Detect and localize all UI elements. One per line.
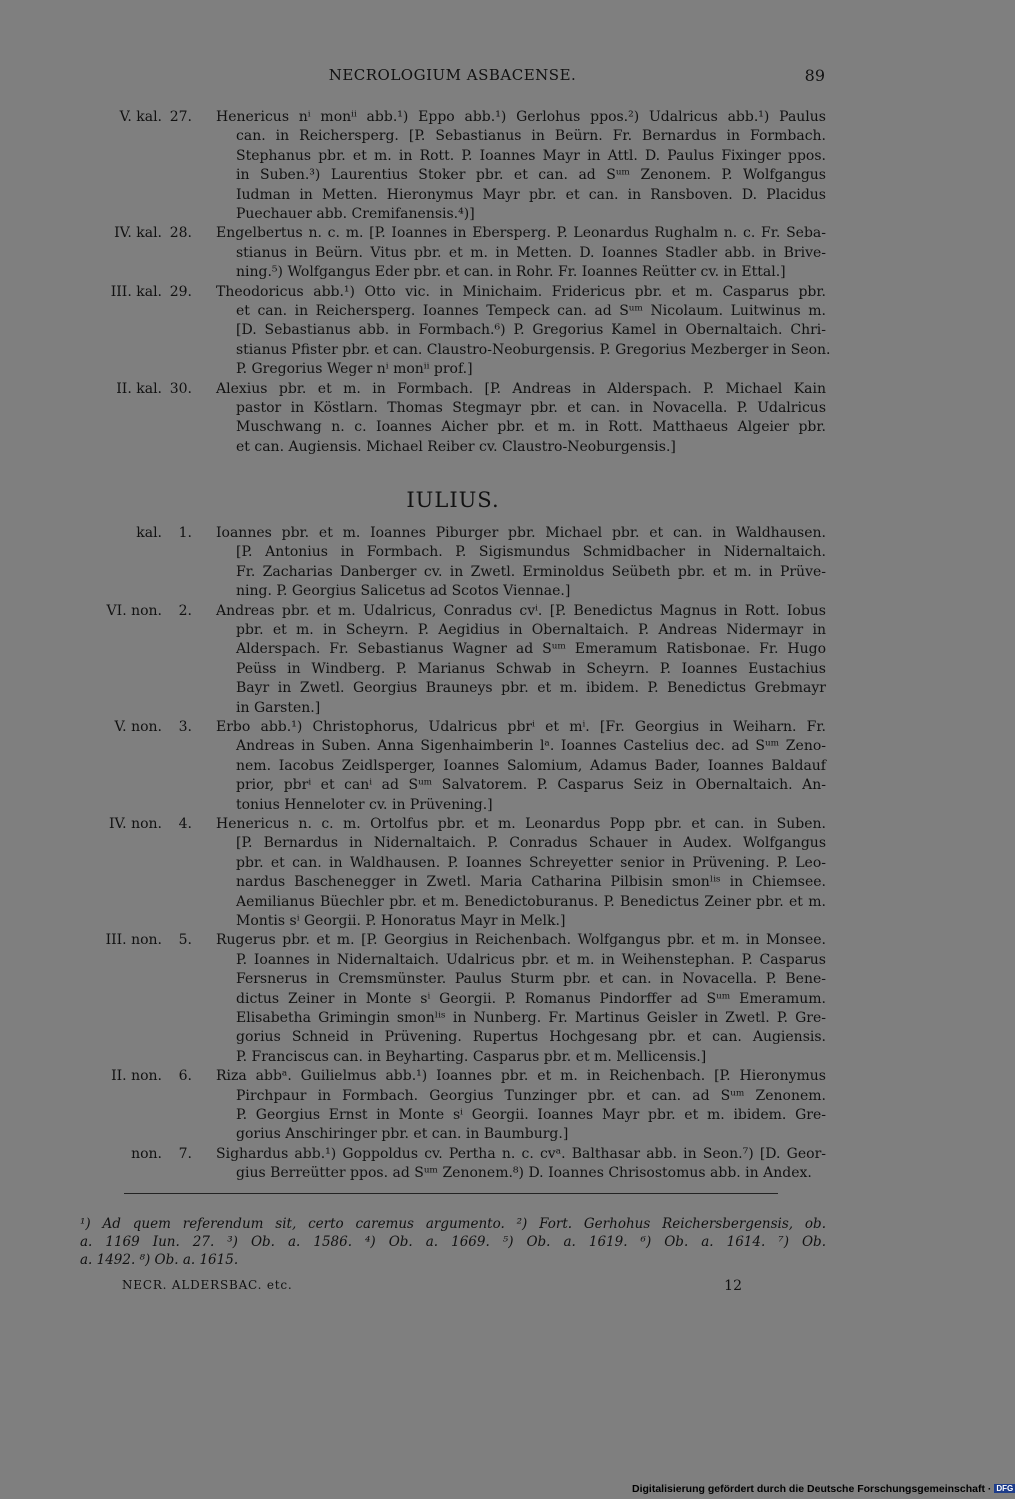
entry-line: Ioannes pbr. et m. Ioannes Piburger pbr. Michael pbr. et can. in Waldhausen. bbox=[216, 525, 826, 541]
entry-line: pastor in Köstlarn. Thomas Stegmayr pbr. et can. in Novacella. P. Udalricus bbox=[236, 399, 826, 416]
entry-text bbox=[216, 524, 826, 602]
entry-number: 5. bbox=[178, 932, 192, 949]
footnote-line: a. 1492. ⁸) Ob. a. 1615. bbox=[80, 1252, 239, 1268]
page-number: 89 bbox=[804, 66, 825, 85]
entry-text bbox=[216, 815, 826, 931]
entry-line: stianus Pfister pbr. et can. Claustro-Neoburgensis. P. Gregorius Mezberger in Seon. bbox=[236, 341, 831, 358]
entry-line: P. Gregorius Weger nⁱ monⁱⁱ prof.] bbox=[236, 361, 473, 378]
entry-line: Pirchpaur in Formbach. Georgius Tunzinger pbr. et can. ad Sᵘᵐ Zenonem. bbox=[236, 1087, 826, 1104]
entry-number: 29. bbox=[169, 283, 192, 300]
entry-number: 4. bbox=[178, 816, 192, 832]
entry-line: [P. Bernardus in Nidernaltaich. P. Conradus Schauer in Audex. Wolfgangus bbox=[236, 835, 826, 852]
entry-line: in Garsten.] bbox=[236, 699, 321, 716]
entry-day: III. non. bbox=[105, 932, 162, 949]
entry-line: Sighardus abb.¹) Goppoldus cv. Pertha n. c. cvᵃ. Balthasar abb. in Seon.⁷) [D. Geor- bbox=[216, 1145, 826, 1162]
entry-number: 27. bbox=[169, 109, 192, 125]
entry-line: ning.⁵) Wolfgangus Eder pbr. et can. in Rohr. Fr. Ioannes Reütter cv. in Ettal.] bbox=[236, 264, 786, 281]
entry-text bbox=[216, 931, 826, 1067]
entry-number: 3. bbox=[178, 719, 192, 735]
entry-line: P. Franciscus can. in Beyharting. Casparus pbr. et m. Mellicensis.] bbox=[236, 1048, 707, 1065]
entry-line: [D. Sebastianus abb. in Formbach.⁶) P. Gregorius Kamel in Obernaltaich. Chri- bbox=[236, 322, 826, 339]
entry-line: tonius Henneloter cv. in Prüvening.] bbox=[236, 796, 493, 813]
entry-line: nem. Iacobus Zeidlsperger, Ioannes Salomium, Adamus Bader, Ioannes Baldauf bbox=[236, 757, 826, 774]
entry-number: 28. bbox=[169, 225, 192, 242]
entry-line: Alderspach. Fr. Sebastianus Wagner ad Sᵘᵐ Emeramum Ratisbonae. Fr. Hugo bbox=[236, 641, 826, 658]
entry-day: II. non. bbox=[111, 1068, 162, 1085]
entry-line: Bayr in Zwetl. Georgius Brauneys pbr. et m. ibidem. P. Benedictus Grebmayr bbox=[236, 680, 826, 697]
entry-day: V. non. bbox=[114, 719, 162, 735]
entry-line: P. Georgius Ernst in Monte sⁱ Georgii. Ioannes Mayr pbr. et m. ibidem. Gre- bbox=[236, 1106, 826, 1123]
entry-line: Alexius pbr. et m. in Formbach. [P. Andreas in Alderspach. P. Michael Kain bbox=[216, 380, 826, 397]
footnote-line: a. 1169 Iun. 27. ³) Ob. a. 1586. ⁴) Ob. a. 1669. ⁵) Ob. a. 1619. ⁶) Ob. a. 1614. ⁷) Ob. bbox=[80, 1234, 826, 1250]
entry-text bbox=[216, 224, 826, 282]
entry-line: Elisabetha Grimingin smonˡⁱˢ in Nunberg. Fr. Martinus Geisler in Zwetl. P. Gre- bbox=[236, 1009, 826, 1026]
entry-text bbox=[216, 380, 826, 458]
credit-text: Digitalisierung gefördert durch die Deutsche Forschungsgemeinschaft · bbox=[632, 1483, 992, 1495]
entry-line: Stephanus pbr. et m. in Rott. P. Ioannes Mayr in Attl. D. Paulus Fixinger ppos. bbox=[236, 147, 826, 164]
entry-line: Rugerus pbr. et m. [P. Georgius in Reichenbach. Wolfgangus pbr. et m. in Monsee. bbox=[216, 932, 826, 949]
entry-day: kal. bbox=[136, 525, 162, 541]
entry-day: II. kal. bbox=[116, 380, 162, 397]
footnotes bbox=[80, 1215, 826, 1269]
entry-line: Montis sⁱ Georgii. P. Honoratus Mayr in Melk.] bbox=[236, 912, 566, 929]
signature-mark: 12 bbox=[724, 1278, 742, 1294]
entry-day: non. bbox=[131, 1145, 162, 1162]
entry-line: nardus Baschenegger in Zwetl. Maria Catharina Pilbisin smonˡⁱˢ in Chiemsee. bbox=[236, 874, 826, 891]
entry-line: Andreas pbr. et m. Udalricus, Conradus cvⁱ. [P. Benedictus Magnus in Rott. Iobus bbox=[216, 602, 826, 619]
entry-line: P. Ioannes in Nidernaltaich. Udalricus pbr. et m. in Weihenstephan. P. Casparus bbox=[236, 951, 826, 968]
entry-day: IV. non. bbox=[108, 816, 162, 832]
entry-day: IV. kal. bbox=[114, 225, 162, 242]
entry-line: Erbo abb.¹) Christophorus, Udalricus pbrⁱ et mⁱ. [Fr. Georgius in Weiharn. Fr. bbox=[216, 719, 826, 735]
entry-day: VI. non. bbox=[106, 602, 162, 619]
entry-number: 6. bbox=[178, 1068, 192, 1085]
entry-line: Iudman in Metten. Hieronymus Mayr pbr. et can. in Ransboven. D. Placidus bbox=[236, 186, 826, 203]
entry-line: Muschwang n. c. Ioannes Aicher pbr. et m. in Rott. Matthaeus Algeier pbr. bbox=[236, 419, 826, 436]
entry-number: 1. bbox=[178, 525, 192, 541]
entry-line: pbr. et m. in Scheyrn. P. Aegidius in Obernaltaich. P. Andreas Nidermayr in bbox=[236, 621, 826, 638]
entry-text bbox=[216, 283, 831, 380]
entry-line: Henericus nⁱ monⁱⁱ abb.¹) Eppo abb.¹) Gerlohus ppos.²) Udalricus abb.¹) Paulus bbox=[216, 109, 826, 125]
entry-line: dictus Zeiner in Monte sⁱ Georgii. P. Romanus Pindorffer ad Sᵘᵐ Emeramum. bbox=[236, 990, 826, 1007]
entry-line: stianus in Beürn. Vitus pbr. et m. in Metten. D. Ioannes Stadler abb. in Brive- bbox=[236, 244, 826, 261]
entry-line: Andreas in Suben. Anna Sigenhaimberin lᵃ. Ioannes Castelius dec. ad Sᵘᵐ Zeno- bbox=[236, 738, 826, 755]
entry-line: Henericus n. c. m. Ortolfus pbr. et m. Leonardus Popp pbr. et can. in Suben. bbox=[216, 816, 826, 832]
footnote-line: ¹) Ad quem referendum sit, certo caremus argumento. ²) Fort. Gerhohus Reichersbergensis, ob. bbox=[80, 1216, 826, 1232]
entry-line: et can. in Reichersperg. Ioannes Tempeck can. ad Sᵘᵐ Nicolaum. Luitwinus m. bbox=[236, 302, 826, 319]
entry-text bbox=[216, 718, 826, 815]
entry-line: in Suben.³) Laurentius Stoker pbr. et can. ad Sᵘᵐ Zenonem. P. Wolfgangus bbox=[236, 167, 826, 184]
entry-line: can. in Reichersperg. [P. Sebastianus in Beürn. Fr. Bernardus in Formbach. bbox=[236, 128, 826, 145]
running-head bbox=[80, 66, 825, 90]
entry-line: pbr. et can. in Waldhausen. P. Ioannes Schreyetter senior in Prüvening. P. Leo- bbox=[236, 854, 826, 871]
entry-number: 30. bbox=[169, 380, 192, 397]
entry-line: ning. P. Georgius Salicetus ad Scotos Viennae.] bbox=[236, 583, 571, 600]
entry-line: Puechauer abb. Cremifanensis.⁴)] bbox=[236, 205, 475, 222]
entry-line: gorius Schneid in Prüvening. Rupertus Hochgesang pbr. et can. Augiensis. bbox=[236, 1029, 826, 1046]
entry-day: III. kal. bbox=[110, 283, 162, 300]
entry-text bbox=[216, 108, 826, 224]
entry-text bbox=[216, 602, 826, 718]
dfg-credit bbox=[632, 1483, 1015, 1496]
entry-line: gorius Anschiringer pbr. et can. in Baumburg.] bbox=[236, 1126, 569, 1143]
dfg-logo: DFG bbox=[996, 1484, 1014, 1493]
entry-line: Aemilianus Büechler pbr. et m. Benedictoburanus. P. Benedictus Zeiner pbr. et m. bbox=[236, 893, 826, 910]
entry-line: Peüss in Windberg. P. Marianus Schwab in Scheyrn. P. Ioannes Eustachius bbox=[236, 660, 826, 677]
entry-line: Riza abbᵃ. Guilielmus abb.¹) Ioannes pbr. et m. in Reichenbach. [P. Hieronymus bbox=[216, 1068, 826, 1085]
source-note: NECR. ALDERSBAC. etc. bbox=[122, 1278, 293, 1292]
entry-number: 7. bbox=[178, 1145, 192, 1162]
entry-text bbox=[216, 1145, 826, 1184]
entry-line: [P. Antonius in Formbach. P. Sigismundus Schmidbacher in Nidernaltaich. bbox=[236, 544, 826, 561]
entry-line: Theodoricus abb.¹) Otto vic. in Minichaim. Fridericus pbr. et m. Casparus pbr. bbox=[216, 283, 826, 300]
footnote-rule bbox=[124, 1193, 778, 1194]
entry-line: Engelbertus n. c. m. [P. Ioannes in Ebersperg. P. Leonardus Rughalm n. c. Fr. Seba- bbox=[216, 225, 826, 242]
entry-line: et can. Augiensis. Michael Reiber cv. Claustro-Neoburgensis.] bbox=[236, 438, 676, 455]
running-head-title: NECROLOGIUM ASBACENSE. bbox=[328, 66, 577, 84]
month-heading: IULIUS. bbox=[406, 488, 500, 512]
entry-text bbox=[216, 1067, 826, 1145]
entry-line: Fersnerus in Cremsmünster. Paulus Sturm pbr. et can. in Novacella. P. Bene- bbox=[236, 971, 826, 988]
entry-line: prior, pbrⁱ et canⁱ ad Sᵘᵐ Salvatorem. P. Casparus Seiz in Obernaltaich. An- bbox=[236, 777, 826, 794]
entry-line: gius Berreütter ppos. ad Sᵘᵐ Zenonem.⁸) D. Ioannes Chrisostomus abb. in Andex. bbox=[236, 1165, 812, 1182]
entry-line: Fr. Zacharias Danberger cv. in Zwetl. Erminoldus Seübeth pbr. et m. in Prüve- bbox=[236, 563, 826, 580]
entry-day: V. kal. bbox=[119, 109, 162, 125]
page-footer bbox=[122, 1278, 742, 1298]
entry-number: 2. bbox=[178, 602, 192, 619]
